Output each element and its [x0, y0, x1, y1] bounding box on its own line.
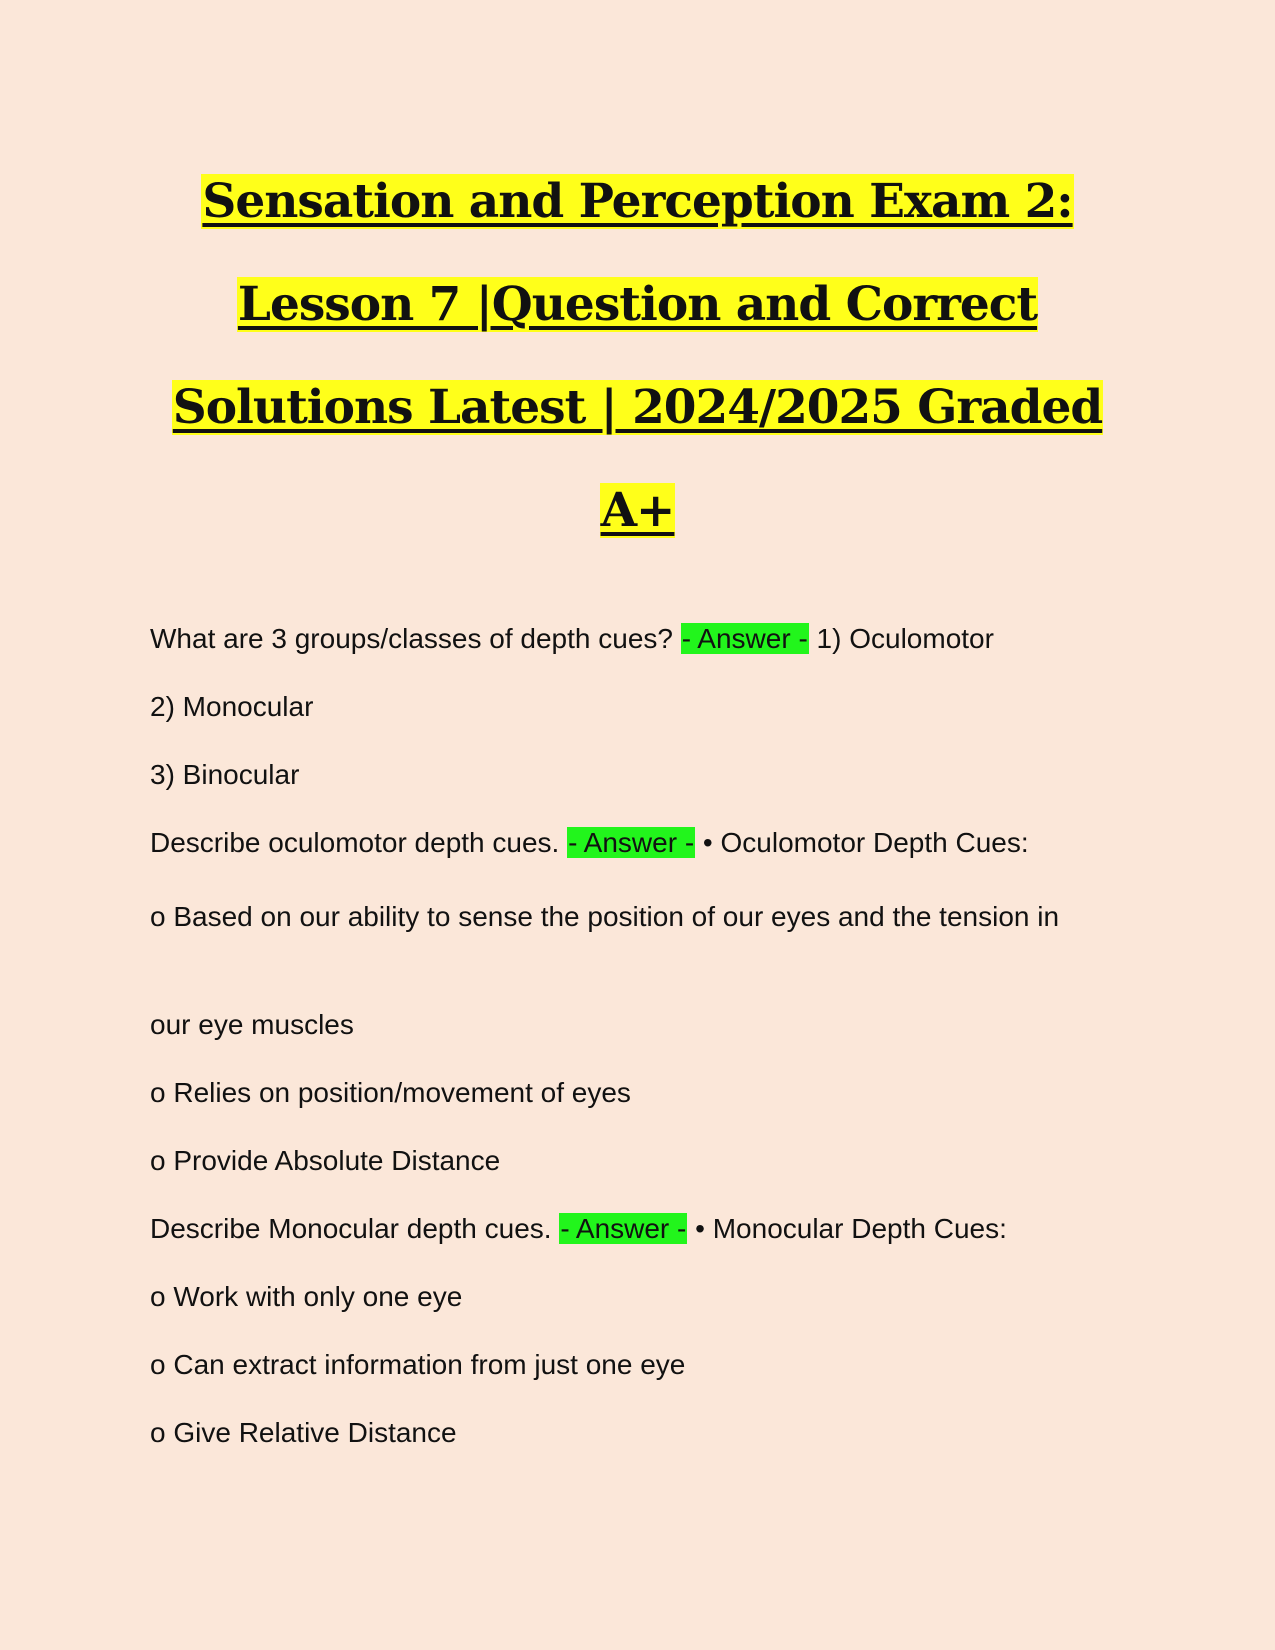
- q2-answer-line-4: o Provide Absolute Distance: [150, 1145, 501, 1176]
- q2-answer-start: • Oculomotor Depth Cues:: [695, 827, 1029, 858]
- document-body: [150, 622, 1130, 1484]
- q1-answer-start: 1) Oculomotor: [808, 623, 994, 654]
- q2-answer-line-1: o Based on our ability to sense the position of our eyes and the tension in: [150, 901, 1060, 932]
- q1-question-line: [150, 622, 1130, 690]
- q1-answer-line-3: 3) Binocular: [150, 759, 300, 790]
- q3-answer-line-1: o Work with only one eye: [150, 1281, 463, 1312]
- q1-question: What are 3 groups/classes of depth cues?: [150, 623, 681, 654]
- title-line-3: Solutions Latest | 2024/2025 Graded: [172, 380, 1103, 435]
- q3-answer-tag: - Answer -: [560, 1213, 687, 1244]
- title-line-2: Lesson 7 |Question and Correct: [237, 277, 1038, 332]
- q1-answer-line-2: 2) Monocular: [150, 691, 314, 722]
- q2-answer-line-3: o Relies on position/movement of eyes: [150, 1077, 631, 1108]
- q3-answer-line-3: o Give Relative Distance: [150, 1417, 457, 1448]
- q3-question: Describe Monocular depth cues.: [150, 1213, 560, 1244]
- q3-answer-line-2: o Can extract information from just one eye: [150, 1349, 686, 1380]
- q3-answer-start: • Monocular Depth Cues:: [687, 1213, 1007, 1244]
- q2-question: Describe oculomotor depth cues.: [150, 827, 568, 858]
- q1-answer-tag: - Answer -: [681, 623, 808, 654]
- title-line-4: A+: [600, 483, 675, 538]
- document-title: [120, 150, 1155, 562]
- q3-question-line: [150, 1212, 1130, 1280]
- q2-answer-line-2: our eye muscles: [150, 1009, 354, 1040]
- q2-answer-tag: - Answer -: [568, 827, 695, 858]
- title-line-1: Sensation and Perception Exam 2:: [202, 174, 1073, 229]
- q2-question-line: [150, 826, 1130, 894]
